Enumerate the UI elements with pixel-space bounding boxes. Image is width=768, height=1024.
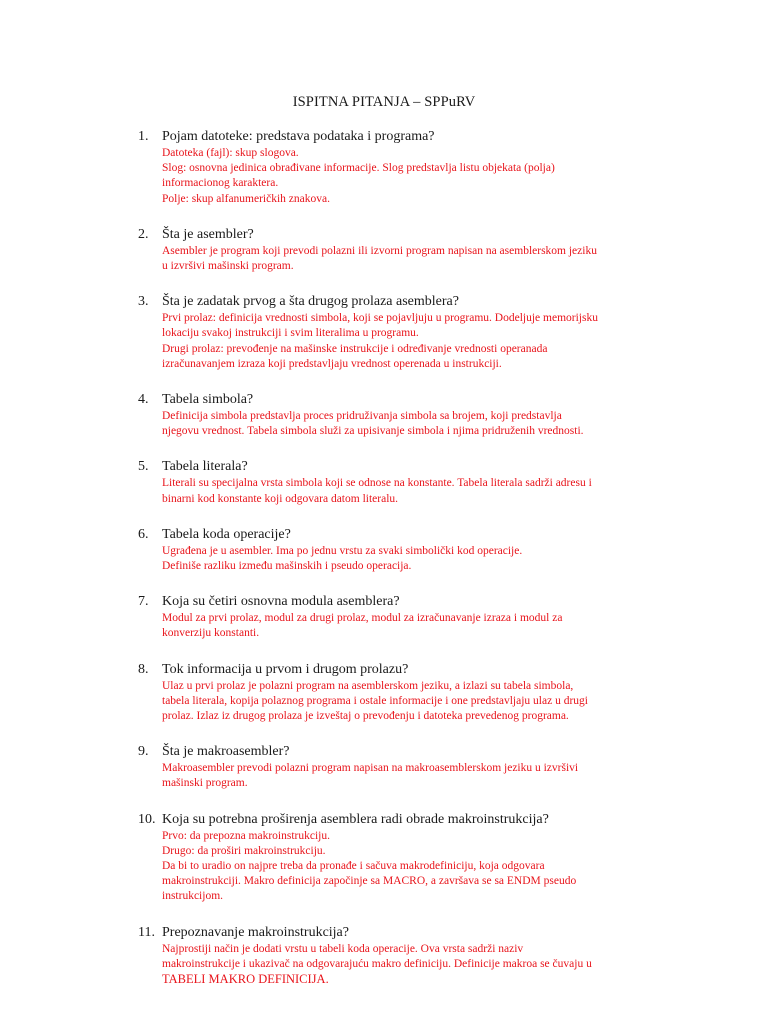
document-title: ISPITNA PITANJA – SPPuRV (292, 94, 476, 110)
question-number: 7. (138, 594, 149, 610)
answer-line: Drugi prolaz: prevođenje na mašinske instrukcije i određivanje vrednosti operanada (162, 342, 548, 355)
answer-line: konverziju konstanti. (162, 627, 260, 640)
question-list (0, 128, 768, 1006)
question-number: 1. (138, 129, 149, 144)
question-text: Tabela simbola? (162, 392, 254, 408)
answer-line: u izvršivi mašinski program. (162, 260, 294, 273)
answer-line: Makroasembler prevodi polazni program napisan na makroasemblerskom jeziku u izvršivi (162, 762, 579, 775)
question-item (0, 661, 768, 725)
answer-line: Prvo: da prepozna makroinstrukciju. (162, 829, 330, 842)
answer-block (162, 829, 668, 905)
answer-line: Datoteka (fajl): skup slogova. (162, 147, 299, 159)
answer-block (162, 409, 668, 439)
answer-line: lokaciju svakoj instrukciji i svim literalima u programu. (162, 327, 419, 340)
question-text: Prepoznavanje makroinstrukcija? (162, 924, 349, 940)
question-text: Koja su četiri osnovna modula asemblera? (162, 594, 400, 610)
answer-line: Ugrađena je u asembler. Ima po jednu vrstu za svaki simbolički kod operacije. (162, 544, 523, 557)
question-item (0, 391, 768, 439)
answer-block (162, 244, 668, 274)
answer-line: njegovu vrednost. Tabela simbola služi za upisivanje simbola i njima pridruženih vrednosti. (162, 425, 584, 438)
answer-line: prolaz. Izlaz iz drugog prolaza je izveštaj o prevođenju i datoteka prevedenog programa. (162, 710, 569, 723)
answer-block (162, 476, 668, 506)
question-text: Tabela koda operacije? (162, 526, 291, 542)
answer-line: Ulaz u prvi prolaz je polazni program na asemblerskom jeziku, a izlazi su tabela simbola, (162, 679, 574, 692)
answer-line: Literali su specijalna vrsta simbola koji se odnose na konstante. Tabela literala sadrži adresu i (162, 477, 592, 490)
answer-line: Definiše razliku između mašinskih i pseudo operacija. (162, 560, 412, 573)
question-number: 6. (138, 526, 149, 542)
question-item (0, 458, 768, 506)
question-item (0, 226, 768, 274)
answer-block (162, 761, 668, 791)
question-number: 10. (138, 811, 156, 827)
answer-line: instrukcijom. (162, 890, 224, 903)
answer-line: Prvi prolaz: definicija vrednosti simbola, koji se pojavljuju u programu. Dodeljuje memorijsku (162, 312, 598, 325)
question-text: Šta je zadatak prvog a šta drugog prolaza asemblera? (162, 294, 459, 310)
answer-line: Asembler je program koji prevodi polazni ili izvorni program napisan na asemblerskom jeziku (162, 244, 597, 257)
answer-block (162, 942, 668, 988)
answer-block (162, 311, 668, 372)
question-number: 2. (138, 226, 149, 242)
question-item (0, 811, 768, 905)
answer-line: Drugo: da proširi makroinstrukciju. (162, 844, 326, 857)
question-item (0, 293, 768, 372)
answer-block (162, 146, 668, 207)
answer-line: makroinstrukcije i ukazivač na odgovarajuću makro definiciju. Definicije makroa se čuvaju u (162, 957, 592, 970)
question-number: 3. (138, 294, 149, 310)
question-number: 8. (138, 661, 149, 677)
question-text: Tok informacija u prvom i drugom prolazu? (162, 661, 409, 677)
answer-line: binarni kod konstante koji odgovara datom literalu. (162, 492, 399, 505)
answer-line: Najprostiji način je dodati vrstu u tabeli koda operacije. Ova vrsta sadrži naziv (162, 942, 524, 955)
answer-line: tabela literala, kopija polaznog programa i ostale informacije i one predstavljaju ulaz u drugi (162, 694, 588, 707)
question-text: Pojam datoteke: predstava podataka i programa? (162, 129, 435, 144)
question-text: Šta je asembler? (162, 226, 254, 242)
question-item (0, 593, 768, 641)
answer-block (162, 611, 668, 641)
answer-line: izračunavanjem izraza koji predstavljaju vrednost operenada u instrukciji. (162, 357, 502, 370)
question-text: Koja su potrebna proširenja asemblera radi obrade makroinstrukcija? (162, 811, 549, 827)
answer-line: Definicija simbola predstavlja proces pridruživanja simbola sa brojem, koji predstavlja (162, 410, 562, 423)
answer-block (162, 679, 668, 725)
answer-line: informacionog karaktera. (162, 177, 279, 190)
question-number: 9. (138, 744, 149, 760)
question-text: Tabela literala? (162, 459, 248, 475)
question-text: Šta je makroasembler? (162, 744, 290, 760)
answer-line: Slog: osnovna jedinica obrađivane informacije. Slog predstavlja listu objekata (polja) (162, 162, 555, 175)
answer-line: Modul za prvi prolaz, modul za drugi prolaz, modul za izračunavanje izraza i modul za (162, 612, 563, 625)
answer-block (162, 544, 668, 574)
question-item (0, 128, 768, 207)
question-number: 11. (138, 924, 155, 940)
answer-line: makroinstrukciji. Makro definicija započinje sa MACRO, a završava se sa ENDM pseudo (162, 875, 577, 888)
question-item (0, 743, 768, 791)
answer-line: TABELI MAKRO DEFINICIJA. (162, 972, 329, 987)
question-item (0, 526, 768, 574)
answer-line: Polje: skup alfanumeričkih znakova. (162, 192, 330, 205)
question-number: 4. (138, 392, 149, 408)
answer-line: mašinski program. (162, 777, 248, 790)
question-item (0, 924, 768, 988)
answer-line: Da bi to uradio on najpre treba da pronađe i sačuva makrodefiniciju, koja odgovara (162, 860, 545, 873)
question-number: 5. (138, 459, 149, 475)
